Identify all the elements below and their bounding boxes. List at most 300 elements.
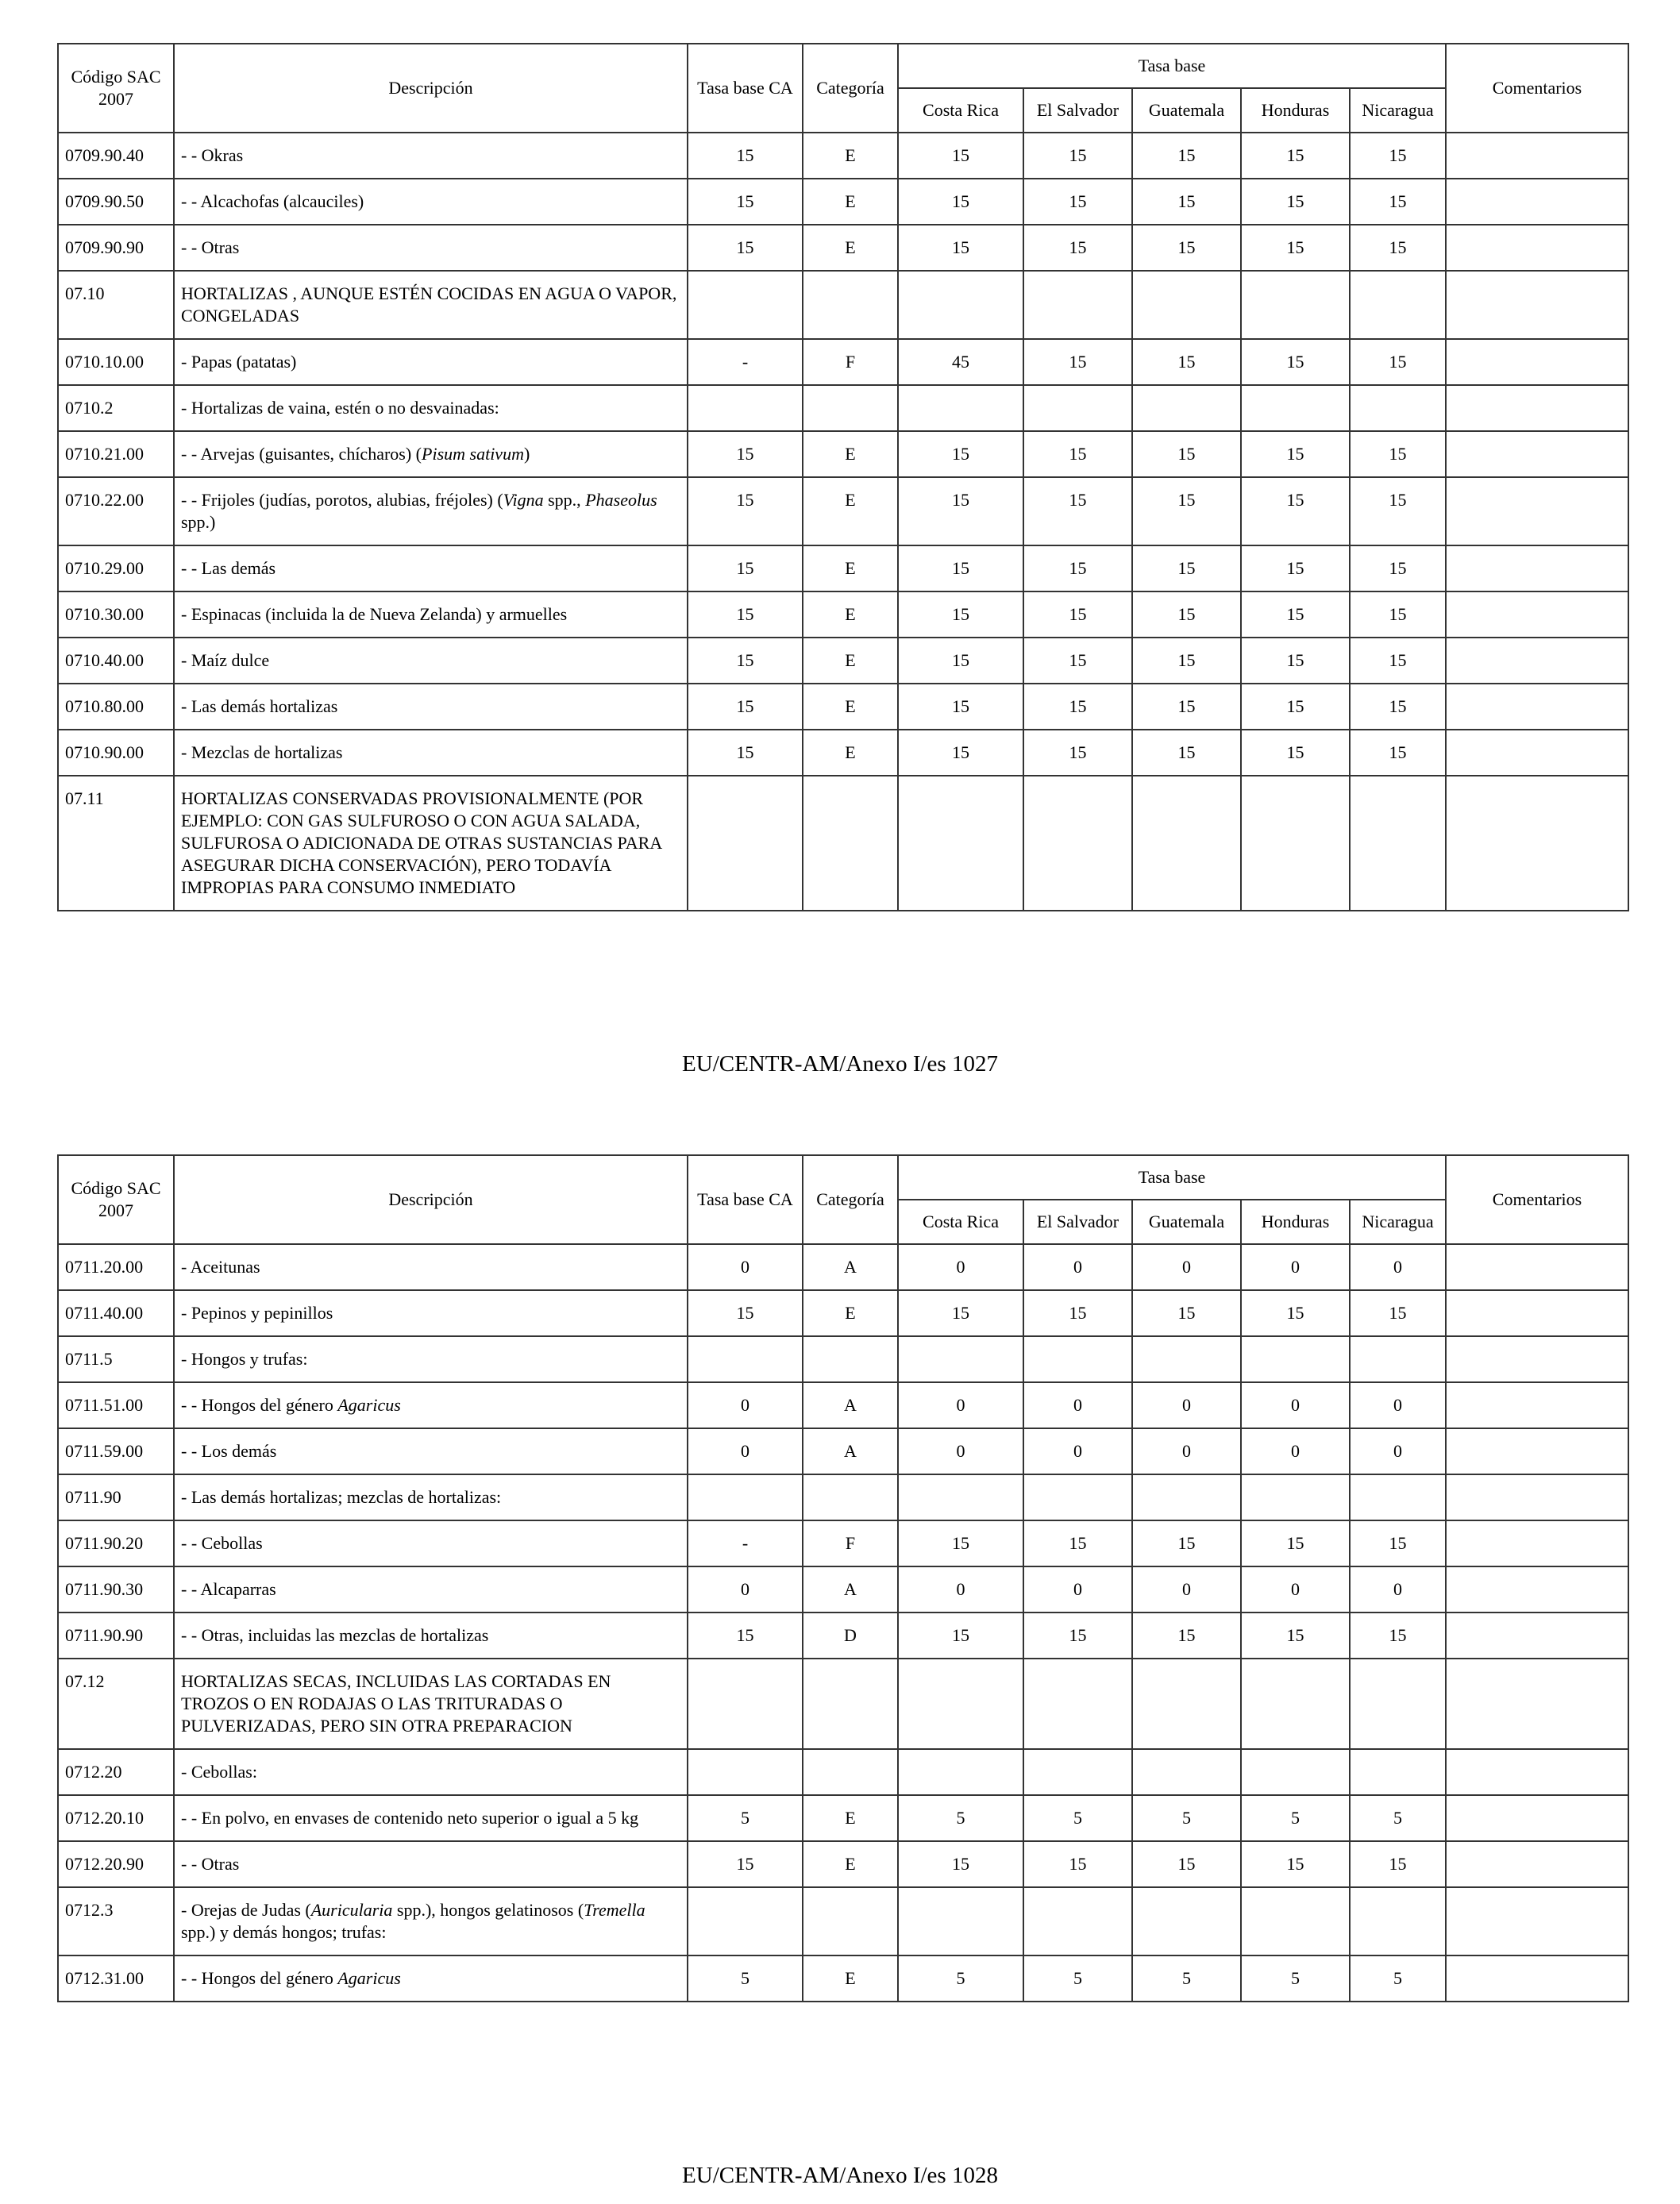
header-country: Nicaragua bbox=[1350, 88, 1446, 133]
table-row bbox=[58, 1566, 1628, 1613]
cell-code: 0709.90.90 bbox=[58, 225, 174, 271]
cell-tasa-ca: 0 bbox=[688, 1244, 803, 1290]
page-footer: EU/CENTR-AM/Anexo I/es 1028 bbox=[682, 2163, 998, 2188]
cell-rate bbox=[1023, 271, 1132, 339]
cell-categoria: A bbox=[803, 1566, 898, 1613]
cell-rate bbox=[1241, 776, 1350, 911]
cell-rate bbox=[1023, 1336, 1132, 1382]
cell-rate: 15 bbox=[898, 225, 1023, 271]
table-row bbox=[58, 684, 1628, 730]
cell-description: - Las demás hortalizas bbox=[174, 684, 688, 730]
table-row bbox=[58, 638, 1628, 684]
cell-rate bbox=[1241, 1749, 1350, 1795]
cell-comentarios bbox=[1446, 1520, 1628, 1566]
cell-comentarios bbox=[1446, 1474, 1628, 1520]
cell-rate: 15 bbox=[1132, 339, 1241, 385]
cell-code: 0712.20 bbox=[58, 1749, 174, 1795]
cell-rate: 15 bbox=[1241, 477, 1350, 545]
tariff-table-1 bbox=[57, 43, 1629, 911]
cell-rate: 0 bbox=[1350, 1428, 1446, 1474]
table-row bbox=[58, 1382, 1628, 1428]
cell-rate: 15 bbox=[898, 1613, 1023, 1659]
cell-rate: 15 bbox=[1350, 545, 1446, 591]
cell-code: 0710.22.00 bbox=[58, 477, 174, 545]
header-country: Guatemala bbox=[1132, 88, 1241, 133]
cell-comentarios bbox=[1446, 776, 1628, 911]
table-row bbox=[58, 1955, 1628, 2002]
cell-comentarios bbox=[1446, 1955, 1628, 2002]
cell-code: 07.11 bbox=[58, 776, 174, 911]
cell-rate: 15 bbox=[1350, 1290, 1446, 1336]
cell-rate: 15 bbox=[1350, 638, 1446, 684]
cell-rate bbox=[898, 1336, 1023, 1382]
cell-rate: 5 bbox=[1350, 1955, 1446, 2002]
cell-tasa-ca: 15 bbox=[688, 477, 803, 545]
cell-description: - - Otras bbox=[174, 225, 688, 271]
cell-code: 0712.20.90 bbox=[58, 1841, 174, 1887]
header-country: Honduras bbox=[1241, 88, 1350, 133]
cell-tasa-ca: 5 bbox=[688, 1795, 803, 1841]
cell-rate: 0 bbox=[1132, 1566, 1241, 1613]
cell-rate: 0 bbox=[1241, 1566, 1350, 1613]
cell-rate: 15 bbox=[898, 730, 1023, 776]
cell-tasa-ca: 15 bbox=[688, 591, 803, 638]
cell-description: - Cebollas: bbox=[174, 1749, 688, 1795]
cell-description: - - Cebollas bbox=[174, 1520, 688, 1566]
cell-code: 0711.90.20 bbox=[58, 1520, 174, 1566]
cell-rate: 0 bbox=[1350, 1382, 1446, 1428]
header-country: Costa Rica bbox=[898, 1200, 1023, 1244]
table-row bbox=[58, 776, 1628, 911]
header-categoria: Categoría bbox=[803, 1155, 898, 1244]
cell-rate: 15 bbox=[1132, 684, 1241, 730]
cell-rate: 15 bbox=[1132, 179, 1241, 225]
cell-tasa-ca: - bbox=[688, 339, 803, 385]
cell-rate: 15 bbox=[1023, 431, 1132, 477]
header-description: Descripción bbox=[174, 44, 688, 133]
cell-rate bbox=[1132, 385, 1241, 431]
cell-rate: 15 bbox=[1350, 431, 1446, 477]
cell-comentarios bbox=[1446, 477, 1628, 545]
table-row bbox=[58, 591, 1628, 638]
cell-code: 0711.90 bbox=[58, 1474, 174, 1520]
cell-rate: 15 bbox=[1350, 591, 1446, 638]
cell-categoria: A bbox=[803, 1428, 898, 1474]
cell-description: - - Okras bbox=[174, 133, 688, 179]
cell-rate: 15 bbox=[1023, 133, 1132, 179]
cell-rate: 0 bbox=[1023, 1244, 1132, 1290]
cell-rate: 15 bbox=[898, 591, 1023, 638]
cell-description: - - Arvejas (guisantes, chícharos) (Pisum sativum) bbox=[174, 431, 688, 477]
table-row bbox=[58, 1795, 1628, 1841]
table-row bbox=[58, 133, 1628, 179]
cell-code: 0710.80.00 bbox=[58, 684, 174, 730]
cell-categoria: F bbox=[803, 339, 898, 385]
cell-rate: 15 bbox=[1023, 339, 1132, 385]
cell-rate: 15 bbox=[1241, 133, 1350, 179]
cell-categoria: D bbox=[803, 1613, 898, 1659]
cell-tasa-ca: 15 bbox=[688, 179, 803, 225]
cell-comentarios bbox=[1446, 638, 1628, 684]
cell-rate: 0 bbox=[1132, 1244, 1241, 1290]
cell-tasa-ca: 15 bbox=[688, 1613, 803, 1659]
cell-description: - - Alcachofas (alcauciles) bbox=[174, 179, 688, 225]
cell-code: 0710.2 bbox=[58, 385, 174, 431]
cell-tasa-ca bbox=[688, 1336, 803, 1382]
cell-rate: 15 bbox=[1132, 133, 1241, 179]
cell-code: 0710.29.00 bbox=[58, 545, 174, 591]
header-country: Honduras bbox=[1241, 1200, 1350, 1244]
cell-rate bbox=[1132, 1887, 1241, 1955]
cell-rate bbox=[898, 1749, 1023, 1795]
cell-code: 0711.20.00 bbox=[58, 1244, 174, 1290]
cell-rate: 15 bbox=[1023, 684, 1132, 730]
cell-code: 0710.21.00 bbox=[58, 431, 174, 477]
cell-rate: 5 bbox=[1132, 1955, 1241, 2002]
cell-code: 0710.40.00 bbox=[58, 638, 174, 684]
cell-description: - - En polvo, en envases de contenido neto superior o igual a 5 kg bbox=[174, 1795, 688, 1841]
cell-rate bbox=[1023, 776, 1132, 911]
cell-categoria: E bbox=[803, 133, 898, 179]
cell-rate bbox=[1350, 1474, 1446, 1520]
cell-rate: 5 bbox=[1023, 1955, 1132, 2002]
cell-categoria: E bbox=[803, 730, 898, 776]
cell-rate: 0 bbox=[1350, 1566, 1446, 1613]
cell-rate: 15 bbox=[1241, 339, 1350, 385]
cell-rate bbox=[898, 1474, 1023, 1520]
cell-comentarios bbox=[1446, 225, 1628, 271]
cell-rate: 15 bbox=[1241, 179, 1350, 225]
cell-categoria bbox=[803, 776, 898, 911]
header-tasa-ca: Tasa base CA bbox=[688, 44, 803, 133]
table-body-1 bbox=[58, 133, 1628, 911]
cell-comentarios bbox=[1446, 1613, 1628, 1659]
cell-comentarios bbox=[1446, 271, 1628, 339]
cell-rate bbox=[1241, 1474, 1350, 1520]
cell-rate: 15 bbox=[1350, 339, 1446, 385]
cell-categoria: E bbox=[803, 1795, 898, 1841]
header-comentarios: Comentarios bbox=[1446, 44, 1628, 133]
cell-categoria: E bbox=[803, 591, 898, 638]
table-row bbox=[58, 431, 1628, 477]
cell-tasa-ca: 15 bbox=[688, 431, 803, 477]
cell-categoria bbox=[803, 1887, 898, 1955]
table-row bbox=[58, 1474, 1628, 1520]
cell-categoria: A bbox=[803, 1244, 898, 1290]
cell-rate: 15 bbox=[1350, 1613, 1446, 1659]
cell-comentarios bbox=[1446, 1290, 1628, 1336]
header-code: Código SAC 2007 bbox=[58, 1155, 174, 1244]
cell-rate: 15 bbox=[1023, 477, 1132, 545]
cell-rate: 15 bbox=[1132, 1290, 1241, 1336]
cell-comentarios bbox=[1446, 1382, 1628, 1428]
cell-rate bbox=[1023, 385, 1132, 431]
cell-code: 0711.5 bbox=[58, 1336, 174, 1382]
cell-rate bbox=[1132, 1474, 1241, 1520]
cell-comentarios bbox=[1446, 545, 1628, 591]
cell-rate: 15 bbox=[1241, 730, 1350, 776]
table-row bbox=[58, 1659, 1628, 1749]
cell-rate bbox=[1241, 1336, 1350, 1382]
cell-rate: 15 bbox=[1023, 591, 1132, 638]
cell-rate bbox=[1241, 1887, 1350, 1955]
table-row bbox=[58, 1749, 1628, 1795]
table-row bbox=[58, 385, 1628, 431]
cell-rate bbox=[1132, 271, 1241, 339]
cell-rate: 15 bbox=[1023, 225, 1132, 271]
cell-rate bbox=[1023, 1659, 1132, 1749]
cell-rate: 0 bbox=[1023, 1382, 1132, 1428]
cell-description: - - Las demás bbox=[174, 545, 688, 591]
cell-rate: 15 bbox=[1241, 591, 1350, 638]
cell-rate: 15 bbox=[898, 1841, 1023, 1887]
cell-rate: 15 bbox=[898, 684, 1023, 730]
cell-tasa-ca bbox=[688, 1659, 803, 1749]
cell-code: 0712.20.10 bbox=[58, 1795, 174, 1841]
cell-rate: 0 bbox=[898, 1244, 1023, 1290]
cell-tasa-ca: 15 bbox=[688, 638, 803, 684]
header-comentarios: Comentarios bbox=[1446, 1155, 1628, 1244]
cell-rate: 15 bbox=[1023, 1290, 1132, 1336]
cell-rate: 5 bbox=[1350, 1795, 1446, 1841]
cell-rate: 45 bbox=[898, 339, 1023, 385]
table-row bbox=[58, 1887, 1628, 1955]
cell-rate bbox=[1241, 1659, 1350, 1749]
cell-tasa-ca bbox=[688, 1887, 803, 1955]
cell-tasa-ca: 5 bbox=[688, 1955, 803, 2002]
cell-rate bbox=[898, 385, 1023, 431]
table-row bbox=[58, 179, 1628, 225]
cell-rate: 5 bbox=[1023, 1795, 1132, 1841]
header-description: Descripción bbox=[174, 1155, 688, 1244]
cell-description: - Orejas de Judas (Auricularia spp.), hongos gelatinosos (Tremella spp.) y demás hongos; trufas: bbox=[174, 1887, 688, 1955]
cell-rate: 15 bbox=[1350, 730, 1446, 776]
cell-comentarios bbox=[1446, 591, 1628, 638]
cell-code: 0709.90.50 bbox=[58, 179, 174, 225]
table-row bbox=[58, 271, 1628, 339]
cell-rate: 15 bbox=[1132, 431, 1241, 477]
cell-rate: 15 bbox=[1241, 684, 1350, 730]
cell-categoria: E bbox=[803, 431, 898, 477]
cell-rate bbox=[1350, 1659, 1446, 1749]
table-row bbox=[58, 339, 1628, 385]
cell-description: - Papas (patatas) bbox=[174, 339, 688, 385]
cell-code: 0711.51.00 bbox=[58, 1382, 174, 1428]
cell-tasa-ca: 0 bbox=[688, 1428, 803, 1474]
cell-rate: 15 bbox=[1023, 1841, 1132, 1887]
cell-rate: 0 bbox=[898, 1382, 1023, 1428]
cell-code: 0711.90.90 bbox=[58, 1613, 174, 1659]
cell-comentarios bbox=[1446, 1795, 1628, 1841]
cell-comentarios bbox=[1446, 1887, 1628, 1955]
cell-rate: 0 bbox=[1023, 1566, 1132, 1613]
cell-rate: 0 bbox=[1132, 1428, 1241, 1474]
cell-comentarios bbox=[1446, 385, 1628, 431]
cell-categoria: F bbox=[803, 1520, 898, 1566]
header-categoria: Categoría bbox=[803, 44, 898, 133]
cell-description: - Las demás hortalizas; mezclas de hortalizas: bbox=[174, 1474, 688, 1520]
cell-categoria bbox=[803, 1749, 898, 1795]
cell-categoria: E bbox=[803, 477, 898, 545]
cell-rate: 15 bbox=[898, 638, 1023, 684]
cell-rate: 15 bbox=[898, 431, 1023, 477]
cell-categoria: E bbox=[803, 225, 898, 271]
cell-rate: 15 bbox=[1132, 477, 1241, 545]
cell-rate: 15 bbox=[1132, 1613, 1241, 1659]
cell-description: - - Hongos del género Agaricus bbox=[174, 1955, 688, 2002]
cell-comentarios bbox=[1446, 1244, 1628, 1290]
page-footer: EU/CENTR-AM/Anexo I/es 1027 bbox=[682, 1051, 998, 1077]
cell-rate bbox=[898, 1659, 1023, 1749]
table-row bbox=[58, 1613, 1628, 1659]
header-code: Código SAC 2007 bbox=[58, 44, 174, 133]
cell-rate bbox=[1132, 776, 1241, 911]
tariff-table-2 bbox=[57, 1154, 1629, 2002]
header-tasa-base: Tasa base bbox=[898, 44, 1446, 88]
cell-code: 0711.40.00 bbox=[58, 1290, 174, 1336]
cell-tasa-ca: 0 bbox=[688, 1382, 803, 1428]
cell-rate bbox=[1023, 1749, 1132, 1795]
table-row bbox=[58, 1336, 1628, 1382]
cell-code: 0710.90.00 bbox=[58, 730, 174, 776]
cell-description: - - Frijoles (judías, porotos, alubias, fréjoles) (Vigna spp., Phaseolus spp.) bbox=[174, 477, 688, 545]
cell-rate: 15 bbox=[1132, 225, 1241, 271]
cell-comentarios bbox=[1446, 1841, 1628, 1887]
cell-rate: 15 bbox=[1241, 1520, 1350, 1566]
cell-description: HORTALIZAS CONSERVADAS PROVISIONALMENTE (POR EJEMPLO: CON GAS SULFUROSO O CON AGUA SALADA, SULFUROSA O ADICIONADA DE OTRAS SUSTANCIAS PARA ASEGURAR DICHA CONSERVACIÓN), PERO TODAVÍA IMPROPIAS PARA CONSUMO INMEDIATO bbox=[174, 776, 688, 911]
cell-description: HORTALIZAS , AUNQUE ESTÉN COCIDAS EN AGUA O VAPOR, CONGELADAS bbox=[174, 271, 688, 339]
cell-rate: 15 bbox=[898, 545, 1023, 591]
cell-rate: 15 bbox=[1023, 1613, 1132, 1659]
cell-rate bbox=[898, 776, 1023, 911]
cell-rate: 15 bbox=[1132, 730, 1241, 776]
cell-rate: 15 bbox=[898, 1520, 1023, 1566]
cell-rate: 0 bbox=[898, 1566, 1023, 1613]
cell-description: - Hortalizas de vaina, estén o no desvainadas: bbox=[174, 385, 688, 431]
cell-rate: 0 bbox=[1241, 1382, 1350, 1428]
cell-rate bbox=[1132, 1659, 1241, 1749]
cell-categoria bbox=[803, 1474, 898, 1520]
cell-tasa-ca: 15 bbox=[688, 730, 803, 776]
cell-rate: 15 bbox=[1241, 431, 1350, 477]
header-country: El Salvador bbox=[1023, 1200, 1132, 1244]
cell-code: 07.10 bbox=[58, 271, 174, 339]
cell-categoria bbox=[803, 271, 898, 339]
cell-categoria bbox=[803, 1336, 898, 1382]
cell-rate: 15 bbox=[898, 1290, 1023, 1336]
cell-tasa-ca bbox=[688, 776, 803, 911]
cell-tasa-ca: 15 bbox=[688, 684, 803, 730]
cell-comentarios bbox=[1446, 339, 1628, 385]
cell-description: - - Hongos del género Agaricus bbox=[174, 1382, 688, 1428]
cell-rate bbox=[898, 271, 1023, 339]
cell-description: - - Los demás bbox=[174, 1428, 688, 1474]
cell-comentarios bbox=[1446, 1336, 1628, 1382]
cell-rate bbox=[1350, 385, 1446, 431]
cell-rate: 15 bbox=[1241, 638, 1350, 684]
cell-code: 0709.90.40 bbox=[58, 133, 174, 179]
cell-categoria bbox=[803, 385, 898, 431]
cell-code: 0711.59.00 bbox=[58, 1428, 174, 1474]
cell-rate: 15 bbox=[898, 477, 1023, 545]
cell-description: - Espinacas (incluida la de Nueva Zelanda) y armuelles bbox=[174, 591, 688, 638]
cell-rate: 15 bbox=[1023, 545, 1132, 591]
cell-comentarios bbox=[1446, 684, 1628, 730]
cell-categoria bbox=[803, 1659, 898, 1749]
cell-description: - Mezclas de hortalizas bbox=[174, 730, 688, 776]
cell-rate: 15 bbox=[1241, 1841, 1350, 1887]
cell-categoria: E bbox=[803, 179, 898, 225]
cell-categoria: E bbox=[803, 545, 898, 591]
cell-code: 0712.3 bbox=[58, 1887, 174, 1955]
cell-rate: 15 bbox=[1241, 225, 1350, 271]
cell-rate: 15 bbox=[1132, 545, 1241, 591]
cell-rate: 15 bbox=[1241, 1290, 1350, 1336]
cell-rate: 15 bbox=[898, 133, 1023, 179]
cell-rate bbox=[1241, 385, 1350, 431]
cell-rate: 0 bbox=[1241, 1428, 1350, 1474]
table-body-2 bbox=[58, 1244, 1628, 2002]
cell-rate bbox=[1023, 1474, 1132, 1520]
cell-description: - Maíz dulce bbox=[174, 638, 688, 684]
cell-rate: 0 bbox=[1241, 1244, 1350, 1290]
cell-comentarios bbox=[1446, 133, 1628, 179]
cell-rate: 0 bbox=[1350, 1244, 1446, 1290]
cell-comentarios bbox=[1446, 1749, 1628, 1795]
cell-rate: 5 bbox=[1132, 1795, 1241, 1841]
cell-rate: 15 bbox=[1350, 477, 1446, 545]
cell-rate bbox=[1350, 1336, 1446, 1382]
header-country: El Salvador bbox=[1023, 88, 1132, 133]
cell-rate: 15 bbox=[1023, 179, 1132, 225]
cell-tasa-ca: 15 bbox=[688, 545, 803, 591]
table-row bbox=[58, 545, 1628, 591]
cell-description: - Hongos y trufas: bbox=[174, 1336, 688, 1382]
table-row bbox=[58, 1244, 1628, 1290]
cell-rate: 15 bbox=[1023, 730, 1132, 776]
table-row bbox=[58, 1290, 1628, 1336]
cell-comentarios bbox=[1446, 730, 1628, 776]
cell-rate: 15 bbox=[1241, 545, 1350, 591]
cell-rate bbox=[1132, 1749, 1241, 1795]
cell-comentarios bbox=[1446, 1659, 1628, 1749]
cell-rate: 15 bbox=[1241, 1613, 1350, 1659]
table-row bbox=[58, 477, 1628, 545]
cell-rate: 15 bbox=[1132, 1841, 1241, 1887]
cell-tasa-ca: - bbox=[688, 1520, 803, 1566]
table-row bbox=[58, 1428, 1628, 1474]
cell-rate: 0 bbox=[898, 1428, 1023, 1474]
cell-comentarios bbox=[1446, 179, 1628, 225]
cell-description: HORTALIZAS SECAS, INCLUIDAS LAS CORTADAS EN TROZOS O EN RODAJAS O LAS TRITURADAS O PULVERIZADAS, PERO SIN OTRA PREPARACION bbox=[174, 1659, 688, 1749]
cell-tasa-ca bbox=[688, 385, 803, 431]
cell-rate: 15 bbox=[1132, 1520, 1241, 1566]
cell-rate bbox=[1241, 271, 1350, 339]
cell-tasa-ca bbox=[688, 271, 803, 339]
header-tasa-base: Tasa base bbox=[898, 1155, 1446, 1200]
cell-rate: 15 bbox=[1023, 638, 1132, 684]
cell-description: - - Alcaparras bbox=[174, 1566, 688, 1613]
cell-rate: 5 bbox=[898, 1795, 1023, 1841]
cell-rate: 15 bbox=[1350, 133, 1446, 179]
table-row bbox=[58, 1520, 1628, 1566]
cell-rate: 15 bbox=[1350, 1841, 1446, 1887]
cell-code: 0712.31.00 bbox=[58, 1955, 174, 2002]
cell-categoria: E bbox=[803, 638, 898, 684]
cell-rate bbox=[1350, 271, 1446, 339]
cell-tasa-ca: 0 bbox=[688, 1566, 803, 1613]
cell-code: 0711.90.30 bbox=[58, 1566, 174, 1613]
